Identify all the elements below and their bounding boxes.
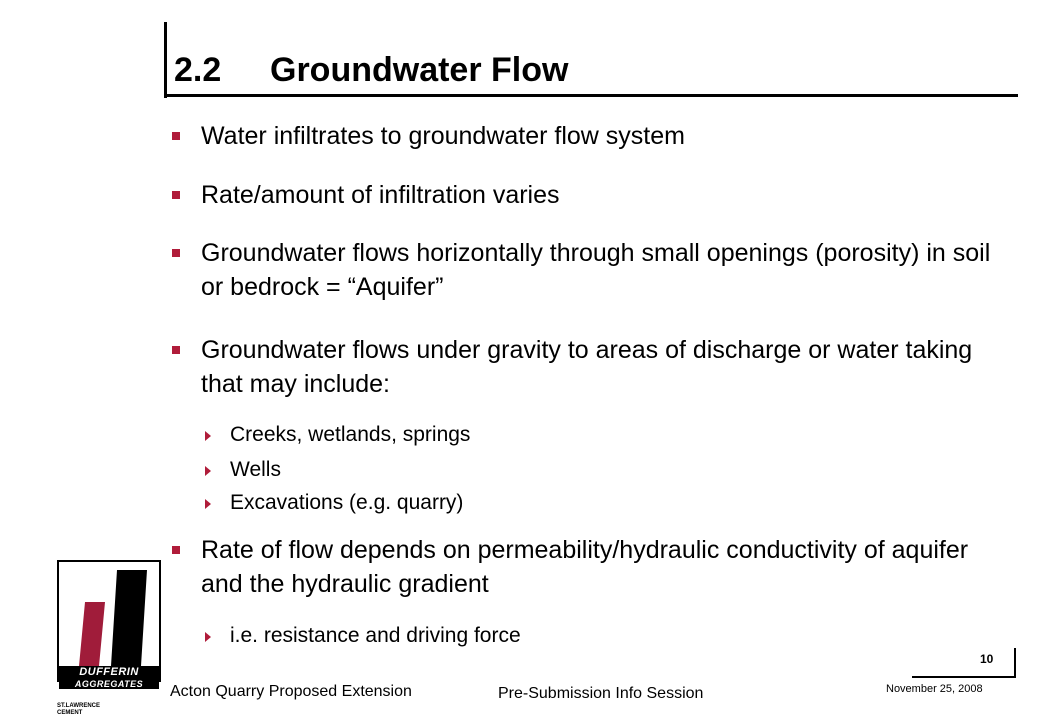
square-bullet-icon — [172, 346, 180, 354]
sub-bullet-text: Excavations (e.g. quarry) — [230, 491, 464, 514]
triangle-bullet-icon — [205, 499, 211, 509]
square-bullet-icon — [172, 132, 180, 140]
square-bullet-icon — [172, 546, 180, 554]
slide-frame-top-vertical-line — [164, 22, 167, 98]
bullet-text: Groundwater flows under gravity to areas of discharge or water taking that may include: — [201, 336, 973, 398]
square-bullet-icon — [172, 191, 180, 199]
triangle-bullet-icon — [205, 466, 211, 476]
slide-frame-top-horizontal-line — [164, 94, 1018, 97]
section-title: Groundwater Flow — [270, 51, 569, 89]
logo-red-bar — [79, 602, 105, 666]
footer-date: November 25, 2008 — [886, 683, 983, 695]
section-number: 2.2 — [174, 51, 222, 89]
bullet-text: Rate of flow depends on permeability/hydraulic conductivity of aquifer and the hydraulic gradient — [201, 536, 969, 598]
footer-project-name: Acton Quarry Proposed Extension — [170, 683, 412, 700]
bullet-text: Water infiltrates to groundwater flow system — [201, 122, 685, 150]
logo-text-dufferin: DUFFERIN — [59, 666, 159, 679]
logo-sub2: CEMENT — [57, 710, 83, 716]
sub-bullet-text: Wells — [230, 458, 281, 481]
slide-title — [174, 50, 568, 90]
sub-bullet-text: Creeks, wetlands, springs — [230, 423, 471, 446]
footer-session-name: Pre-Submission Info Session — [498, 685, 704, 702]
logo-sub1: ST.LAWRENCE — [57, 703, 101, 709]
page-number: 10 — [980, 652, 994, 666]
bullet-text: Groundwater flows horizontally through small openings (porosity) in soil or bedrock = “Aquifer” — [201, 239, 991, 301]
logo-black-bar — [111, 570, 147, 666]
triangle-bullet-icon — [205, 632, 211, 642]
logo-text-st-lawrence — [57, 703, 100, 717]
sub-bullet-text: i.e. resistance and driving force — [230, 624, 521, 647]
triangle-bullet-icon — [205, 431, 211, 441]
square-bullet-icon — [172, 249, 180, 257]
slide-frame-bottom-horizontal-line — [912, 676, 1016, 678]
logo-text-aggregates: AGGREGATES — [59, 679, 159, 689]
dufferin-aggregates-logo — [57, 560, 161, 716]
bullet-text: Rate/amount of infiltration varies — [201, 181, 560, 209]
logo-box — [57, 560, 161, 682]
logo-bars-icon — [59, 562, 159, 680]
slide-frame-bottom-vertical-line — [1014, 648, 1016, 678]
